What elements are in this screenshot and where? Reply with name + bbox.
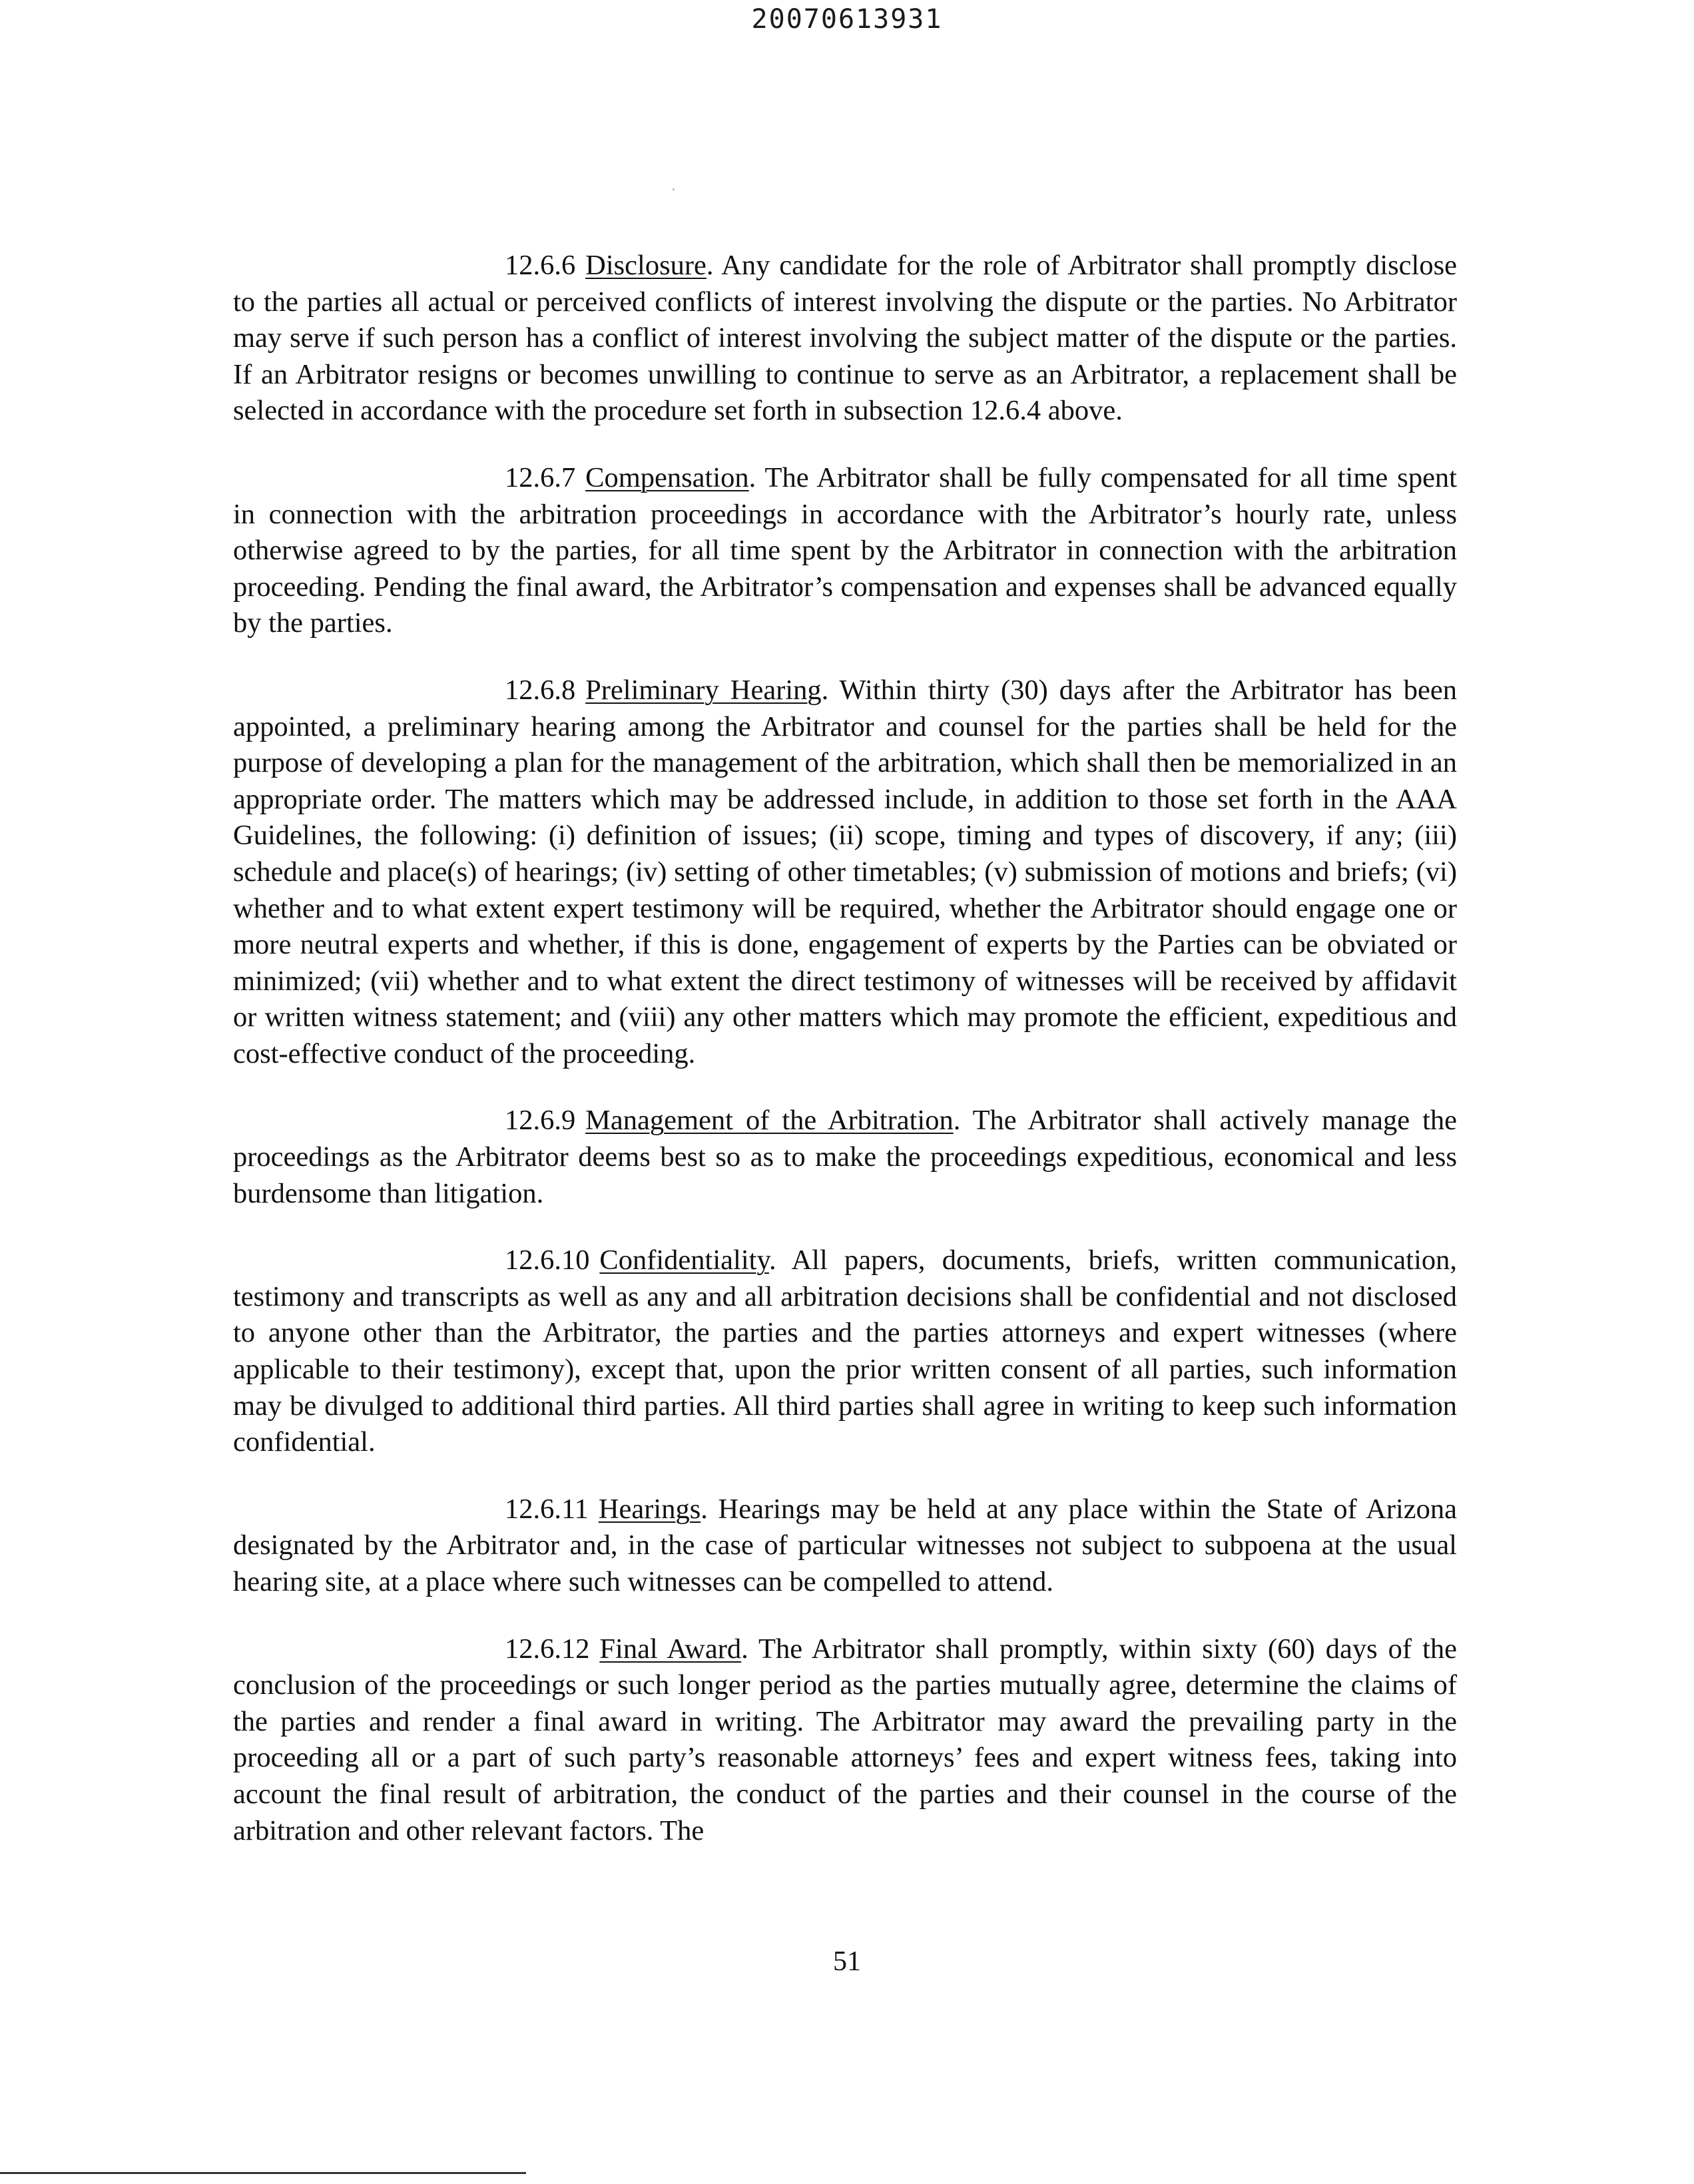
section-number: 12.6.7	[505, 461, 576, 493]
section-number: 12.6.12	[505, 1633, 590, 1665]
section-text: All papers, documents, briefs, written communication, testimony and transcripts as well as any and all arbitration decisions shall be confidential and not disclosed to anyone other than the Arbitrator, the parties and the parties attorneys and expert witnesses (where applicable to their testimony), except that, upon the prior written consent of all parties, such information may be divulged to additional third parties. All third parties shall agree in writing to keep such information confidential.	[233, 1244, 1458, 1458]
scan-edge-line	[0, 2172, 526, 2174]
section-number: 12.6.8	[505, 674, 576, 706]
section-number: 12.6.10	[505, 1244, 590, 1276]
section-number: 12.6.9	[505, 1105, 576, 1137]
section-text: Hearings may be held at any place within the State of Arizona designated by the Arbitrator and, in the case of particular witnesses not subject to subpoena at the usual hearing site, at a place where such witnesses can be compelled to attend.	[233, 1493, 1458, 1597]
section-confidentiality: 12.6.10 Confidentiality. All papers, documents, briefs, written communication, testimony and transcripts as well as any and all arbitration decisions shall be confidential and not disclosed to anyone other than the Arbitrator, the parties and the parties attorneys and expert witnesses (where applicable to their testimony), except that, upon the prior written consent of all parties, such information may be divulged to additional third parties. All third parties shall agree in writing to keep such information confidential.	[233, 1244, 1458, 1458]
section-management: 12.6.9 Management of the Arbitration. The Arbitrator shall actively manage the proceedings as the Arbitrator deems best so as to make the proceedings expeditious, economical and less burdensome than litigation.	[233, 1105, 1458, 1209]
section-compensation: 12.6.7 Compensation. The Arbitrator shall be fully compensated for all time spent in connection with the arbitration proceedings in accordance with the Arbitrator’s hourly rate, unless otherwise agreed to by the parties, for all time spent by the Arbitrator in connection with the arbitration proceeding. Pending the final award, the Arbitrator’s compensation and expenses shall be advanced equally by the parties.	[233, 461, 1457, 639]
section-text: Any candidate for the role of Arbitrator shall promptly disclose to the parties all actual or perceived conflicts of interest involving the dispute or the parties. No Arbitrator may serve if such person has a conflict of interest involving the subject matter of the dispute or the parties. If an Arbitrator resigns or becomes unwilling to continue to serve as an Arbitrator, a replacement shall be selected in accordance with the procedure set forth in subsection 12.6.4 above.	[233, 250, 1458, 427]
section-heading: Management of the Arbitration	[585, 1105, 954, 1137]
section-text: The Arbitrator shall actively manage the proceedings as the Arbitrator deems best so as to make the proceedings expeditious, economical and less burdensome than litigation.	[233, 1105, 1458, 1209]
section-disclosure: 12.6.6 Disclosure. Any candidate for the role of Arbitrator shall promptly disclose to the parties all actual or perceived conflicts of interest involving the dispute or the parties. No Arbitrator may serve if such person has a conflict of interest involving the subject matter of the dispute or the parties. If an Arbitrator resigns or becomes unwilling to continue to serve as an Arbitrator, a replacement shall be selected in accordance with the procedure set forth in subsection 12.6.4 above.	[233, 250, 1458, 427]
section-text: Within thirty (30) days after the Arbitrator has been appointed, a preliminary hearing among the Arbitrator and counsel for the parties shall be held for the purpose of developing a plan for the management of the arbitration, which shall then be memorialized in an appropriate order. The matters which may be addressed include, in addition to those set forth in the AAA Guidelines, the following: (i) definition of issues; (ii) scope, timing and types of discovery, if any; (iii) schedule and place(s) of hearings; (iv) setting of other timetables; (v) submission of motions and briefs; (vi) whether and to what extent expert testimony will be required, whether the Arbitrator should engage one or more neutral experts and whether, if this is done, engagement of experts by the Parties can be obviated or minimized; (vii) whether and to what extent the direct testimony of witnesses will be received by affidavit or written witness statement; and (viii) any other matters which may promote the efficient, expeditious and cost-effective conduct of the proceeding.	[233, 674, 1458, 1069]
section-final-award: 12.6.12 Final Award. The Arbitrator shall promptly, within sixty (60) days of the conclusion of the proceedings or such longer period as the parties mutually agree, determine the claims of the parties and render a final award in writing. The Arbitrator may award the prevailing party in the proceeding all or a part of such party’s reasonable attorneys’ fees and expert witness fees, taking into account the final result of arbitration, the conduct of the parties and their counsel in the course of the arbitration and other relevant factors. The	[233, 1633, 1457, 1846]
section-number: 12.6.11	[505, 1493, 589, 1525]
section-heading: Disclosure	[585, 250, 706, 281]
section-heading: Confidentiality	[599, 1244, 769, 1276]
section-preliminary-hearing: 12.6.8 Preliminary Hearing. Within thirty (30) days after the Arbitrator has been appointed, a preliminary hearing among the Arbitrator and counsel for the parties shall be held for the purpose of developing a plan for the management of the arbitration, which shall then be memorialized in an appropriate order. The matters which may be addressed include, in addition to those set forth in the AAA Guidelines, the following: (i) definition of issues; (ii) scope, timing and types of discovery, if any; (iii) schedule and place(s) of hearings; (iv) setting of other timetables; (v) submission of motions and briefs; (vi) whether and to what extent expert testimony will be required, whether the Arbitrator should engage one or more neutral experts and whether, if this is done, engagement of experts by the Parties can be obviated or minimized; (vii) whether and to what extent the direct testimony of witnesses will be received by affidavit or written witness statement; and (viii) any other matters which may promote the efficient, expeditious and cost-effective conduct of the proceeding.	[233, 674, 1458, 1069]
section-heading: Hearings	[598, 1493, 701, 1525]
document-number: 20070613931	[751, 4, 943, 35]
section-number: 12.6.6	[505, 250, 576, 281]
section-heading: Final Award	[599, 1633, 742, 1665]
document-body	[233, 248, 1457, 1880]
section-heading: Preliminary Hearing	[585, 674, 822, 706]
page-number: 51	[833, 1946, 861, 1977]
section-heading: Compensation	[585, 461, 749, 493]
section-hearings: 12.6.11 Hearings. Hearings may be held at any place within the State of Arizona designated by the Arbitrator and, in the case of particular witnesses not subject to subpoena at the usual hearing site, at a place where such witnesses can be compelled to attend.	[233, 1493, 1458, 1597]
section-text: The Arbitrator shall be fully compensated for all time spent in connection with the arbitration proceedings in accordance with the Arbitrator’s hourly rate, unless otherwise agreed to by the parties, for all time spent by the Arbitrator in connection with the arbitration proceeding. Pending the final award, the Arbitrator’s compensation and expenses shall be advanced equally by the parties.	[233, 461, 1457, 639]
scan-artifact	[673, 188, 675, 190]
section-text: The Arbitrator shall promptly, within sixty (60) days of the conclusion of the proceedings or such longer period as the parties mutually agree, determine the claims of the parties and render a final award in writing. The Arbitrator may award the prevailing party in the proceeding all or a part of such party’s reasonable attorneys’ fees and expert witness fees, taking into account the final result of arbitration, the conduct of the parties and their counsel in the course of the arbitration and other relevant factors. The	[233, 1633, 1457, 1846]
